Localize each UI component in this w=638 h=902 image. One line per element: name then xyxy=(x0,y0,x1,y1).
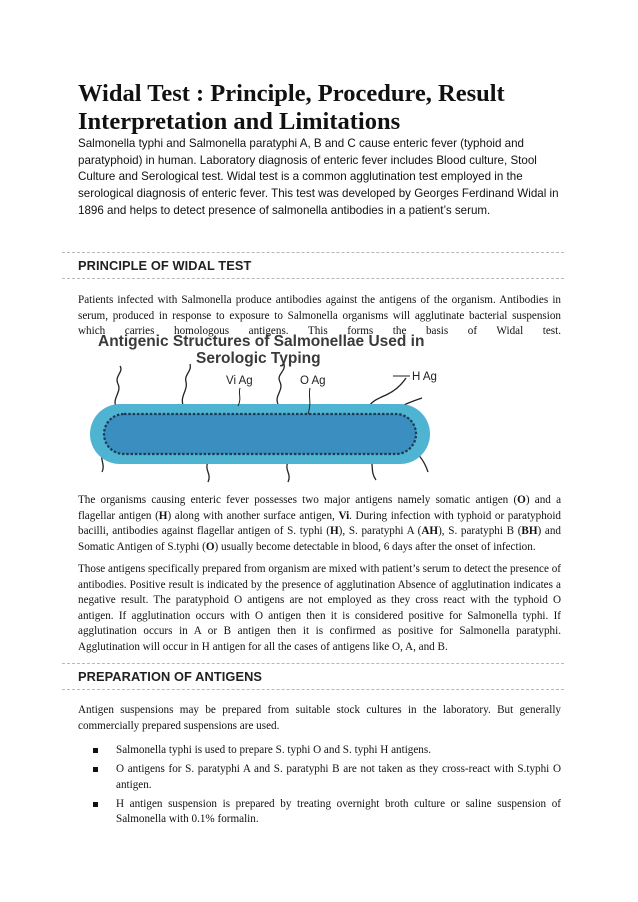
vi-antigen-label: Vi Ag xyxy=(226,375,253,387)
principle-heading: PRINCIPLE OF WIDAL TEST xyxy=(78,258,252,273)
list-item: O antigens for S. paratyphi A and S. paratyphi B are not taken as they cross-react with S.typhi O antigen. xyxy=(78,762,561,793)
o-antigen-label: O Ag xyxy=(300,375,326,387)
antigen-structure-figure xyxy=(88,332,470,490)
preparation-heading: PREPARATION OF ANTIGENS xyxy=(78,669,263,684)
figure-title-line-2: Serologic Typing xyxy=(196,350,321,367)
intro-paragraph: Salmonella typhi and Salmonella paratyphi A, B and C cause enteric fever (typhoid and paratyphoid) in human. Laboratory diagnosis of enteric fever includes Blood culture, Stool Culture and Serological test. Widal test is a common agglutination test employed in the serological diagnosis of enteric fever. This test was developed by Georges Ferdinand Widal in 1896 and helps to detect presence of salmonella antibodies in a patient’s serum. xyxy=(78,137,559,217)
bullet-square-icon xyxy=(93,802,98,807)
section-rule-top xyxy=(62,663,564,664)
cell-wall xyxy=(104,414,416,454)
section-rule-bottom xyxy=(62,278,564,279)
list-item: Salmonella typhi is used to prepare S. typhi O and S. typhi H antigens. xyxy=(78,743,561,759)
figure-title-line-1: Antigenic Structures of Salmonellae Used in xyxy=(98,333,425,350)
bullet-square-icon xyxy=(93,767,98,772)
preparation-paragraph: Antigen suspensions may be prepared from suitable stock cultures in the laboratory. But generally commercially prepared suspensions are used. xyxy=(78,704,561,732)
bullet-square-icon xyxy=(93,748,98,753)
preparation-bullet-list xyxy=(78,743,561,831)
principle-paragraph-3: Those antigens specifically prepared from organism are mixed with patient’s serum to detect the presence of antibodies. Positive result is indicated by the presence of agglutination Absence of agglutination indicates a negative result. The paratyphoid O antigens are not employed as they cross react with the typhoid O antigen. If agglutination occurs with O antigen then it is considered positive for Salmonella typhi. If agglutination occurs in A or B antigen then it is confirmed as positive for Salmonella paratyphi. Agglutination will occur in H antigen for all the cases of antigens like O, A, and B. xyxy=(78,563,561,653)
h-antigen-label: H Ag xyxy=(412,371,437,383)
principle-paragraph-1: Patients infected with Salmonella produce antibodies against the antigens of the organism. Antibodies in serum, produced in response to exposure to Salmonella organisms will agglutinate bacterial suspension which carries homologous antigens. This forms the basis of Widal test. xyxy=(78,294,561,337)
principle-paragraph-2: The organisms causing enteric fever possesses two major antigens namely somatic antigen (O) and a flagellar antigen (H) along with another surface antigen, Vi. During infection with typhoid or paratyphoid bacilli, antibodies against flagellar antigen of S. typhi (H), S. paratyphi A (AH), S. paratyphi B (BH) and Somatic Antigen of S.typhi (O) usually become detectable in blood, 6 days after the onset of infection. xyxy=(78,494,562,553)
section-rule-top xyxy=(62,252,564,253)
list-item: H antigen suspension is prepared by treating overnight broth culture or saline suspension of Salmonella with 0.1% formalin. xyxy=(78,797,561,828)
section-rule-bottom xyxy=(62,689,564,690)
article-title: Widal Test : Principle, Procedure, Result Interpretation and Limitations xyxy=(78,80,505,135)
